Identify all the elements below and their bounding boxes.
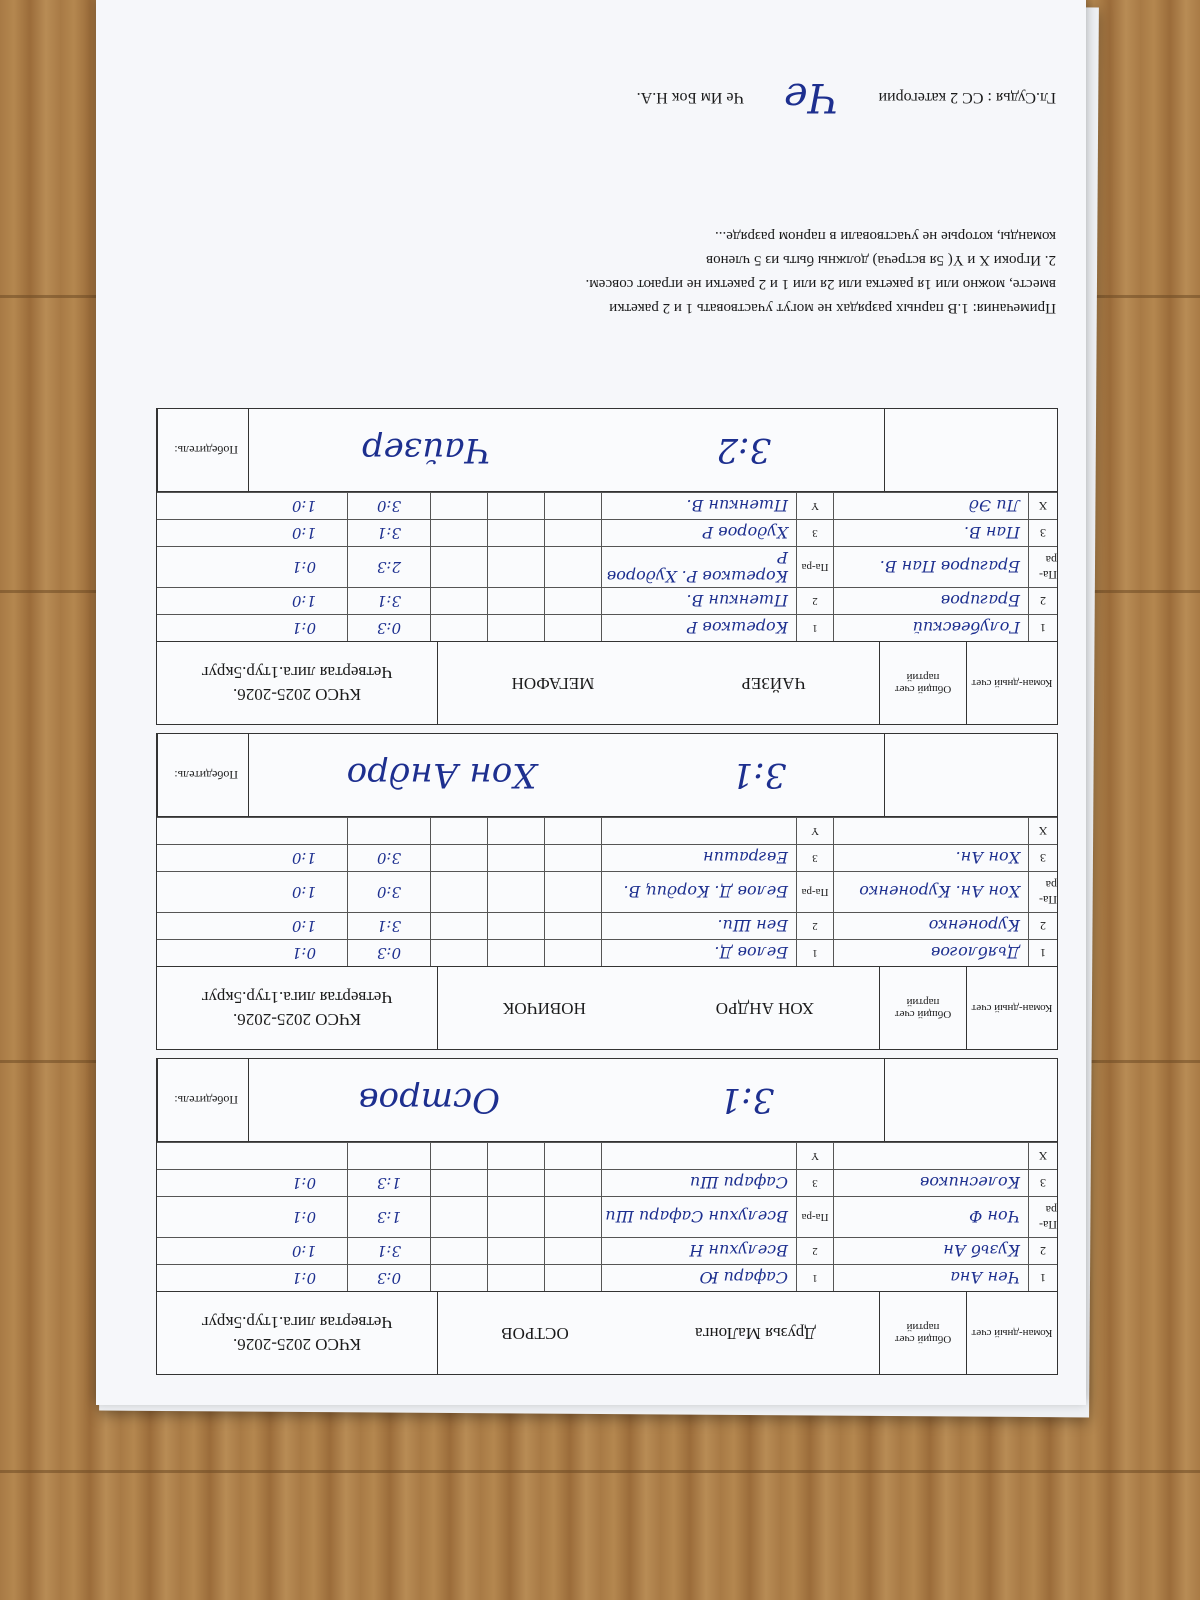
judge-line (156, 74, 1056, 120)
match-header (157, 641, 1057, 724)
note-line: Примечания: 1.В парных разрядах не могут участвовать 1 и 2 ракетки (609, 300, 1056, 316)
table-row: Па-ра Хон Ан. Куроненко Па-ра Белов Д. Кордиц В. 3:0 1:0 (157, 871, 1057, 912)
table-row: 3 Пан В. 3 Худоров Р 3:1 1:0 (157, 519, 1057, 546)
winner-row (157, 1059, 1057, 1142)
team-score-header: Коман-дный счет (966, 642, 1057, 724)
table-row: 3 Хон Ан. 3 Евграшин 3:0 1:0 (157, 844, 1057, 871)
match-header (157, 966, 1057, 1049)
winner-value: 3:1 Хон Андро (248, 734, 884, 816)
match-block-3 (156, 408, 1058, 725)
team-a: ХОН АНДРО (715, 999, 815, 1018)
notes (156, 224, 1056, 320)
table-row: X Ли Эд Y Пшенкин В. 3:0 1:0 (157, 492, 1057, 519)
judge-label: Гл.Судья : СС 2 категории (878, 89, 1056, 106)
match-block-1 (156, 1058, 1058, 1375)
team-b: ОСТРОВ (501, 1324, 569, 1343)
winner-value: 3:1 Остров (248, 1059, 884, 1141)
table-row: 1 Чен Ана 1 Сафари Ю 0:3 0:1 (157, 1264, 1057, 1291)
table-row: Па-ра Чон Ф Па-ра Вселухин Сафари Ши 1:3 0:1 (157, 1196, 1057, 1237)
winner-label: Победитель: (157, 734, 248, 816)
total-score-header: Общий счет партий (879, 642, 966, 724)
match-title: КЧСО 2025-2026. Четвертая лига.1тур.5круг (201, 988, 393, 1029)
match-title: КЧСО 2025-2026. Четвертая лига.1тур.5круг (201, 663, 393, 704)
winner-label: Победитель: (157, 1059, 248, 1141)
note-line: команды, которые не участвовали в парном разряде... (715, 228, 1056, 244)
note-line: вместе, можно или 1я ракетка или 2я или 1 и 2 ракетки не играют совсем. (585, 276, 1056, 292)
note-line: 2. Игроки X и Y( 5я встреча) должны быть из 5 членов (705, 252, 1056, 268)
table-row: 1 Дьяблогов 1 Белов Д. 0:3 0:1 (157, 939, 1057, 966)
match-header (157, 1291, 1057, 1374)
team-a: ЧАЙЗЕР (741, 674, 806, 693)
table-row: 3 Колесников 3 Сафари Ши 1:3 0:1 (157, 1169, 1057, 1196)
winner-value: 3:2 Чайзер (248, 409, 884, 491)
score-sheet (96, 0, 1086, 1405)
total-score-header: Общий счет партий (879, 967, 966, 1049)
match-title: КЧСО 2025-2026. Четвертая лига.1тур.5круг (201, 1313, 393, 1354)
winner-label: Победитель: (157, 409, 248, 491)
team-b: МЕГАФОН (511, 674, 595, 693)
wood-seam (0, 1470, 1200, 1473)
table-row: 2 Кузьб Ан 2 Вселухин Н 3:1 1:0 (157, 1237, 1057, 1264)
winner-row (157, 409, 1057, 492)
teams (437, 642, 879, 724)
teams (437, 967, 879, 1049)
judge-name: Че Им Бок Н.А. (636, 89, 744, 106)
table-row: X Y (157, 817, 1057, 844)
teams (437, 1292, 879, 1374)
team-score-header: Коман-дный счет (966, 1292, 1057, 1374)
team-a: Друзья МаЛонга (695, 1324, 816, 1343)
team-b: НОВИЧОК (502, 999, 586, 1018)
team-score-header: Коман-дный счет (966, 967, 1057, 1049)
table-row: X Y (157, 1142, 1057, 1169)
judge-signature: Че (783, 74, 839, 120)
table-row: 2 Куроненко 2 Бен Ши. 3:1 1:0 (157, 912, 1057, 939)
table-row: 1 Голубевский 1 Корешков Р 0:3 0:1 (157, 614, 1057, 641)
table-row: 2 Брагиров 2 Пшенкин В. 3:1 1:0 (157, 587, 1057, 614)
match-block-2 (156, 733, 1058, 1050)
winner-row (157, 734, 1057, 817)
total-score-header: Общий счет партий (879, 1292, 966, 1374)
table-row: Па-ра Брагиров Пан В. Па-ра Корешков Р. Худоров Р 2:3 0:1 (157, 546, 1057, 587)
